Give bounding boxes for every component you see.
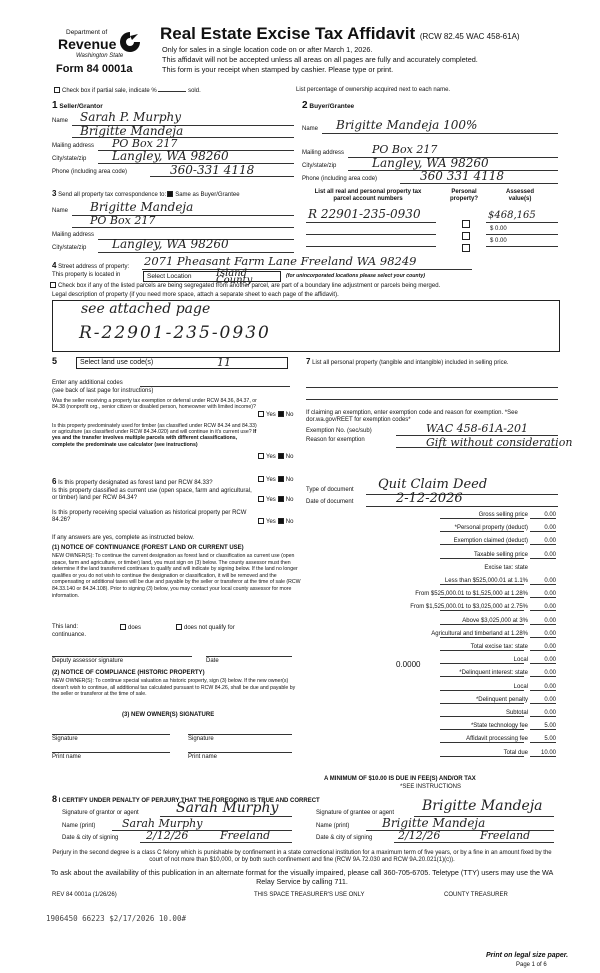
doc-type: Quit Claim Deed — [378, 477, 488, 492]
calc-label: Affidavit processing fee — [466, 736, 528, 742]
grantee-sig-label: Signature of grantee or agent — [316, 810, 395, 816]
assessed-value-3: $ 0.00 — [490, 238, 507, 244]
dept-name: Revenue — [58, 36, 117, 52]
calc-value[interactable]: 10.00 — [530, 750, 556, 757]
exemption-reason: Gift without consideration — [426, 436, 573, 449]
grantor-date-label: Date & city of signing — [62, 835, 119, 841]
additional-codes-label: Enter any additional codes — [52, 380, 123, 386]
sec5-q2a: Is this property predominately used for timber (as classified under RCW 84.34 and 84.33) or agriculture (as classified under RCW 84.34.020) and will continue in it's current use? — [52, 423, 257, 436]
same-as-buyer-checkbox[interactable] — [167, 191, 173, 197]
corr-name-label: Name — [52, 208, 69, 214]
new-owner-print-1: Print name — [52, 754, 82, 760]
assessed-value-1: $468,165 — [488, 210, 536, 221]
calc-value[interactable]: 0.00 — [530, 670, 556, 677]
notice1-heading: (1) NOTICE OF CONTINUANCE (FOREST LAND OR CURRENT USE) — [52, 545, 244, 551]
location-select[interactable] — [143, 268, 281, 286]
calc-label: Gross selling price — [478, 512, 528, 518]
corr-name-2: PO Box 217 — [90, 214, 156, 227]
grantee-date: 2/12/26 — [398, 829, 441, 842]
calc-label: *Personal property (deduct) — [454, 525, 528, 531]
seller-name-2: Brigitte Mandeja — [80, 124, 184, 138]
sec7-label — [306, 358, 558, 367]
sec6-q2-answer[interactable] — [258, 496, 293, 504]
sec7-num: 7 — [306, 357, 311, 366]
assessed-header — [506, 189, 534, 203]
calc-value[interactable]: 5.00 — [530, 736, 556, 743]
corr-label: Send all property tax correspondence to: — [58, 192, 167, 198]
access-text: To ask about the availability of this publication in an alternate format for the visually impaired, please call 360-705-6705. Teletype (TTY) users may use the WA Relay Service by calling 711. — [50, 868, 554, 886]
grantee-city: Freeland — [480, 829, 531, 842]
notice2-text: NEW OWNER(S): To continue special valuation as historic property, sign (3) below. If the new owner(s) doesn't wish to continue, all additional tax calculated pursuant to RCW 84.26, shall be due and payable by the seller or transferor at the time of sale. — [52, 678, 296, 698]
calc-value[interactable]: 0.00 — [530, 644, 556, 651]
doc-date: 2-12-2026 — [396, 491, 463, 506]
yes-label: Yes — [266, 477, 276, 483]
calc-value[interactable]: 0.00 — [530, 697, 556, 704]
local-rate: 0.0000 — [396, 660, 421, 669]
calc-value[interactable]: 0.00 — [530, 684, 556, 691]
no-label: No — [285, 412, 294, 418]
ownership-note: List percentage of ownership acquired next to each name. — [296, 87, 451, 93]
buyer-mail: PO Box 217 — [372, 143, 438, 156]
reason-label: Reason for exemption — [306, 437, 365, 443]
sec5-num: 5 — [52, 356, 58, 366]
perjury-text: Perjury in the second degree is a class C felony which is punishable by confinement in a state correctional institution for a maximum term of five years, or by a fine in an amount fixed by the court of not more than $10,000, or by both such confinement and fine (RCW 9A.72.030 and RCW 9A.20.021(1)(c)). — [52, 850, 552, 863]
calc-label: *State technology fee — [470, 723, 528, 729]
calc-label: From $525,000.01 to $1,525,000 at 1.28% — [415, 591, 528, 597]
calc-label: Local — [513, 657, 528, 663]
yes-label: Yes — [266, 497, 276, 503]
header-note-1: Only for sales in a single location code on or after March 1, 2026. — [162, 45, 373, 54]
buyer-phone-label: Phone (including area code) — [302, 176, 378, 182]
minimum-note: A MINIMUM OF $10.00 IS DUE IN FEE(S) AND/OR TAX — [324, 776, 476, 782]
partial-sale-label: Check box if partial sale, indicate % — [62, 88, 157, 94]
calc-label: From $1,525,000.01 to $3,025,000 at 2.75% — [410, 604, 528, 610]
cashier-stamp: 1906450 66223 $2/17/2026 10.00# — [46, 914, 186, 923]
grantor-date: 2/12/26 — [146, 829, 189, 842]
seller-phone: 360-331 4118 — [170, 163, 255, 177]
calc-value[interactable]: 0.00 — [530, 618, 556, 625]
corr-name: Brigitte Mandeja — [90, 200, 194, 214]
calc-value[interactable]: 0.00 — [530, 525, 556, 532]
personal-header — [450, 189, 478, 203]
grantee-name-label: Name (print) — [316, 823, 350, 829]
calc-value[interactable]: 5.00 — [530, 723, 556, 730]
seller-mail-label: Mailing address — [52, 143, 95, 149]
segregated-label: Check box if any of the listed parcels are being segregated from another parcel, are part of a boundary line adjustment or parcels being merged. — [58, 283, 441, 289]
land-use-code: 11 — [217, 356, 231, 369]
sec5-q1: Was the seller receiving a property tax exemption or deferral under RCW 84.36, 84.37, or 84.38 (nonprofit org., senior citizen or disabled person, homeowner with limited income)? — [52, 398, 257, 411]
doc-type-label: Type of document — [306, 487, 354, 493]
county-treasurer: COUNTY TREASURER — [444, 892, 508, 898]
land-use-select[interactable] — [76, 357, 288, 369]
personal-checkbox-3[interactable] — [462, 238, 472, 256]
uninc-note: (for unincorporated locations please select your county) — [286, 273, 425, 279]
partial-sale[interactable] — [54, 87, 201, 95]
calc-label: Taxable selling price — [473, 552, 528, 558]
calc-label: Total excise tax: state — [470, 644, 528, 650]
calc-label: Above $3,025,000 at 3% — [462, 618, 528, 624]
grantee-date-label: Date & city of signing — [316, 835, 373, 841]
buyer-city-label: City/state/zip — [302, 163, 337, 169]
grantee-name: Brigitte Mandeja — [382, 816, 486, 830]
page-number: Page 1 of 6 — [516, 962, 547, 968]
assessed-h6: value(s) — [508, 196, 532, 202]
seller-mail: PO Box 217 — [112, 137, 178, 150]
header-note-2: This affidavit will not be accepted unless all areas on all pages are fully and accurately completed. — [162, 55, 478, 64]
yes-label: Yes — [266, 454, 276, 460]
grantor-name-label: Name (print) — [62, 823, 96, 829]
notice1-text: NEW OWNER(S): To continue the current designation as forest land or classification as current use (open space, farm and agriculture, or timber) land, you must sign on (3) below. The county assessor must then determine if the land transferred continues to qualify and will indicate by signing below. If the land no longer qualifies or you do not wish to continue the designation or classification, it will be removed and the compensating or additional taxes will be due and payable by the seller or transferor at the time of sale (RCW 84.33.140 or 84.34.108). Prior to signing (3) below, you may contact your local county assessor for more information. — [52, 553, 301, 599]
buyer-heading-text: Buyer/Grantee — [309, 103, 355, 110]
does-checkbox[interactable] — [120, 624, 141, 632]
assessed-h5: Assessed — [506, 189, 535, 195]
calc-value[interactable]: 0.00 — [530, 552, 556, 559]
same-as-buyer-label: Same as Buyer/Grantee — [175, 192, 240, 198]
grantor-signature[interactable]: Sarah Murphy — [176, 800, 279, 816]
sec6-q1 — [52, 478, 213, 487]
calc-label: *Delinquent interest: state — [459, 670, 528, 676]
no-label: No — [285, 519, 294, 525]
calc-value[interactable]: 0.00 — [530, 538, 556, 545]
seller-name-label: Name — [52, 118, 69, 124]
land-use-select-text: Select land use code(s) — [80, 359, 154, 366]
new-owner-print-2: Print name — [188, 754, 218, 760]
street-label-text: Street address of property: — [58, 264, 130, 270]
state-label: Washington State — [76, 53, 124, 59]
buyer-phone: 360 331 4118 — [420, 169, 504, 183]
see-instructions-note: *SEE INSTRUCTIONS — [400, 784, 462, 790]
title-text: Real Estate Excise Tax Affidavit — [160, 24, 416, 43]
rev-number: REV 84 0001a (1/26/26) — [52, 892, 117, 898]
legal-description-box[interactable] — [52, 300, 560, 352]
sec5-q2b: If yes and the transfer involves multiple parcels with different classifications, complete the predominate use calculator (see instructions) — [52, 429, 257, 448]
yes-label: Yes — [266, 412, 276, 418]
seller-phone-label: Phone (including area code) — [52, 169, 128, 175]
grantee-signature[interactable]: Brigitte Mandeja — [422, 798, 543, 814]
corr-heading — [52, 190, 240, 199]
calc-label: Total due — [503, 750, 528, 756]
sec7-label-text: List all personal property (tangible and intangible) included in selling price. — [312, 360, 509, 366]
sec6-q1-answer[interactable] — [258, 476, 293, 484]
form-number: Form 84 0001a — [56, 63, 133, 75]
no-label: No — [285, 497, 294, 503]
located-label: This property is located in — [52, 272, 121, 278]
calc-label: *Delinquent penalty — [475, 697, 528, 703]
exemption-note: If claiming an exemption, enter exemption code and reason for exemption. *See dor.wa.gov/REET for exemption codes* — [306, 410, 518, 423]
calc-value[interactable]: 0.00 — [530, 710, 556, 717]
exemption-no: WAC 458-61A-201 — [426, 422, 528, 435]
street-label — [52, 262, 129, 271]
sec5-q1-answer[interactable] — [258, 411, 293, 419]
personal-h4: property? — [450, 196, 479, 202]
location-select-text: Select Location — [147, 273, 192, 280]
perjury-note — [46, 850, 558, 864]
seller-name-1: Sarah P. Murphy — [80, 110, 182, 124]
buyer-mail-label: Mailing address — [302, 150, 345, 156]
notice2-heading: (2) NOTICE OF COMPLIANCE (HISTORIC PROPERTY) — [52, 670, 205, 676]
yes-label: Yes — [266, 519, 276, 525]
deputy-date-label: Date — [206, 658, 219, 664]
any-yes-note: If any answers are yes, complete as instructed below. — [52, 535, 195, 541]
calc-value[interactable]: 0.00 — [530, 657, 556, 664]
calc-value[interactable]: 0.00 — [530, 578, 556, 585]
sec6-q3-answer[interactable] — [258, 518, 293, 526]
no-label: No — [285, 454, 294, 460]
legal-line-2: R-22901-235-0930 — [79, 323, 271, 343]
form-title — [160, 24, 520, 44]
assessed-value-2: $ 0.00 — [490, 226, 507, 232]
sec8-num: 8 — [52, 794, 58, 804]
sec5-q2 — [52, 423, 258, 448]
grantor-city: Freeland — [220, 829, 271, 842]
sec4-num: 4 — [52, 261, 57, 270]
new-owner-sig-1: Signature — [52, 736, 78, 742]
parcel-header — [306, 189, 430, 203]
legal-paper-note: Print on legal size paper. — [486, 952, 569, 959]
new-owner-sig-2: Signature — [188, 736, 214, 742]
revenue-logo-icon — [118, 30, 142, 54]
segregated-checkbox[interactable] — [50, 282, 440, 290]
does-label: does — [128, 625, 142, 631]
does-not-checkbox[interactable] — [176, 624, 235, 632]
access-note — [46, 868, 558, 886]
treasurer-use: THIS SPACE TREASURER'S USE ONLY — [254, 892, 365, 898]
seller-city: Langley, WA 98260 — [112, 149, 229, 163]
calc-value[interactable]: 0.00 — [530, 591, 556, 598]
sec5-q2-answer[interactable] — [258, 453, 293, 461]
grantor-sig-label: Signature of grantor or agent — [62, 810, 139, 816]
sold-label: sold. — [188, 88, 201, 94]
buyer-heading — [302, 100, 354, 111]
corr-city: Langley, WA 98260 — [112, 237, 229, 251]
header-note-3: This form is your receipt when stamped by cashier. Please type or print. — [162, 65, 394, 74]
continuance-label: continuance. — [52, 632, 87, 638]
this-land-label: This land: — [52, 624, 79, 630]
parcel-h1: List all real and personal property tax — [314, 189, 422, 195]
calc-label: Local — [513, 684, 528, 690]
does-not-label: does not qualify for — [184, 625, 235, 631]
sec1-num: 1 — [52, 100, 58, 111]
street-address: 2071 Pheasant Farm Lane Freeland WA 98249 — [144, 254, 417, 268]
calc-label: Subtotal — [505, 710, 528, 716]
calc-label: Agricultural and timberland at 1.28% — [431, 631, 528, 637]
parcel-number-1: R 22901-235-0930 — [308, 207, 421, 221]
notice3-heading: (3) NEW OWNER(S) SIGNATURE — [122, 712, 215, 718]
seller-heading-text: Seller/Grantor — [59, 103, 103, 110]
corr-city-label: City/state/zip — [52, 245, 87, 251]
rcw-ref: (RCW 82.45 WAC 458-61A) — [419, 32, 520, 41]
certify-text: I CERTIFY UNDER PENALTY OF PERJURY THAT THE FOREGOING IS TRUE AND CORRECT — [58, 798, 320, 804]
exemption-no-label: Exemption No. (sec/sub) — [306, 428, 372, 434]
calc-label: Less than $525,000.01 at 1.1% — [444, 578, 528, 584]
doc-date-label: Date of document — [306, 499, 354, 505]
sec6-q1-text: Is this property designated as forest land per RCW 84.33? — [58, 480, 213, 486]
calc-label: Excise tax: state — [484, 565, 528, 571]
see-instructions: (see back of last page for instructions) — [52, 388, 154, 394]
buyer-name-label: Name — [302, 126, 319, 132]
legal-label: Legal description of property (if you need more space, attach a separate sheet to each page of the affidavit). — [52, 292, 339, 298]
grantor-name: Sarah Murphy — [122, 817, 203, 830]
buyer-name: Brigitte Mandeja 100% — [336, 118, 478, 132]
sec6-num: 6 — [52, 477, 57, 486]
parcel-h2: parcel account numbers — [333, 196, 403, 202]
sec2-num: 2 — [302, 100, 308, 111]
sec6-q3: Is this property receiving special valuation as historical property per RCW 84.26? — [52, 510, 247, 523]
deputy-label: Deputy assessor signature — [52, 658, 124, 664]
personal-h3: Personal — [451, 189, 477, 195]
sec3-num: 3 — [52, 189, 57, 198]
buyer-city: Langley, WA 98260 — [372, 156, 489, 170]
legal-line-1: see attached page — [81, 301, 211, 317]
seller-city-label: City/state/zip — [52, 156, 87, 162]
county-handwritten: Island County — [216, 268, 253, 286]
calc-value[interactable]: 0.00 — [530, 604, 556, 611]
sec6-q2: Is this property classified as current use (open space, farm and agricultural, or timber) land per RCW 84.34? — [52, 488, 252, 501]
dept-label: Department of — [66, 29, 108, 36]
calc-value[interactable]: 0.00 — [530, 512, 556, 519]
corr-mail-label: Mailing address — [52, 232, 95, 238]
calc-value[interactable]: 0.00 — [530, 631, 556, 638]
no-label: No — [285, 477, 294, 483]
calc-label: Exemption claimed (deduct) — [453, 538, 528, 544]
